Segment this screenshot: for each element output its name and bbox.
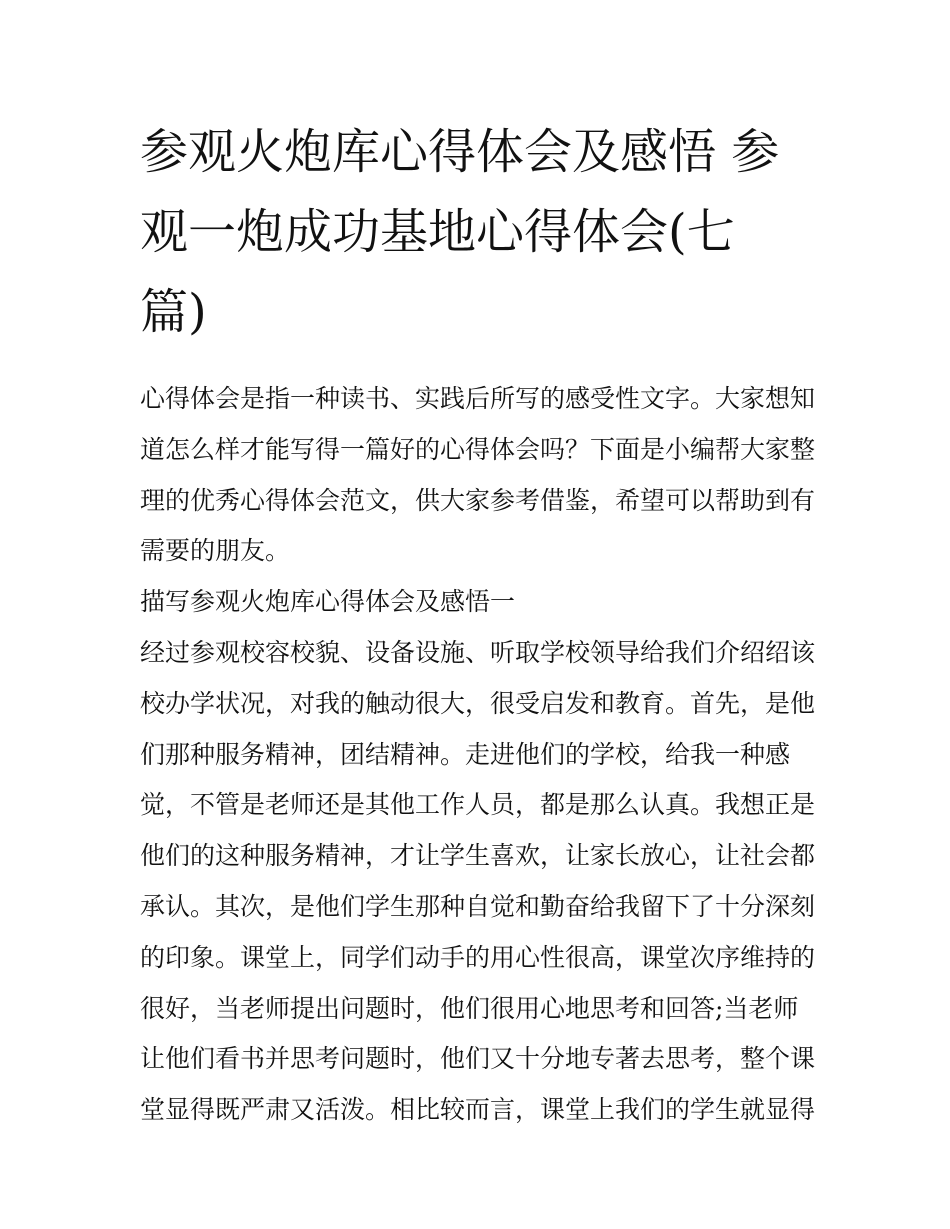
text-line: 很好，当老师提出问题时，他们很用心地思考和回答;当老师: [140, 993, 799, 1023]
title-line: 观一炮成功基地心得体会(七: [140, 204, 735, 260]
text-line: 校办学状况，对我的触动很大，很受启发和教育。首先，是他: [140, 688, 816, 718]
text-line: 让他们看书并思考问题时，他们又十分地专著去思考，整个课: [140, 1044, 816, 1074]
body-paragraph: [140, 628, 815, 1136]
text-line: 需要的朋友。: [140, 536, 291, 566]
text-line: 经过参观校容校貌、设备设施、听取学校领导给我们介绍绍该: [140, 637, 816, 667]
title-line: 参观火炮库心得体会及感悟 参: [140, 124, 780, 180]
intro-paragraph: [140, 374, 815, 577]
document-page: [140, 112, 815, 1136]
document-body: [140, 374, 815, 1136]
text-line: 们那种服务精神，团结精神。走进他们的学校，给我一种感: [140, 739, 791, 769]
text-line: 他们的这种服务精神，才让学生喜欢，让家长放心，让社会都: [140, 841, 816, 871]
text-line: 描写参观火炮库心得体会及感悟一: [140, 587, 516, 617]
text-line: 堂显得既严肃又活泼。相比较而言，课堂上我们的学生就显得: [140, 1095, 816, 1125]
section-heading: [140, 577, 815, 628]
text-line: 理的优秀心得体会范文，供大家参考借鉴，希望可以帮助到有: [140, 485, 816, 515]
document-title: [140, 112, 815, 352]
text-line: 道怎么样才能写得一篇好的心得体会吗？下面是小编帮大家整: [140, 434, 816, 464]
title-line: 篇): [140, 284, 207, 340]
text-line: 觉，不管是老师还是其他工作人员，都是那么认真。我想正是: [140, 790, 816, 820]
text-line: 承认。其次，是他们学生那种自觉和勤奋给我留下了十分深刻: [140, 891, 816, 921]
text-line: 心得体会是指一种读书、实践后所写的感受性文字。大家想知: [140, 384, 816, 413]
text-line: 的印象。课堂上，同学们动手的用心性很高，课堂次序维持的: [140, 942, 816, 972]
